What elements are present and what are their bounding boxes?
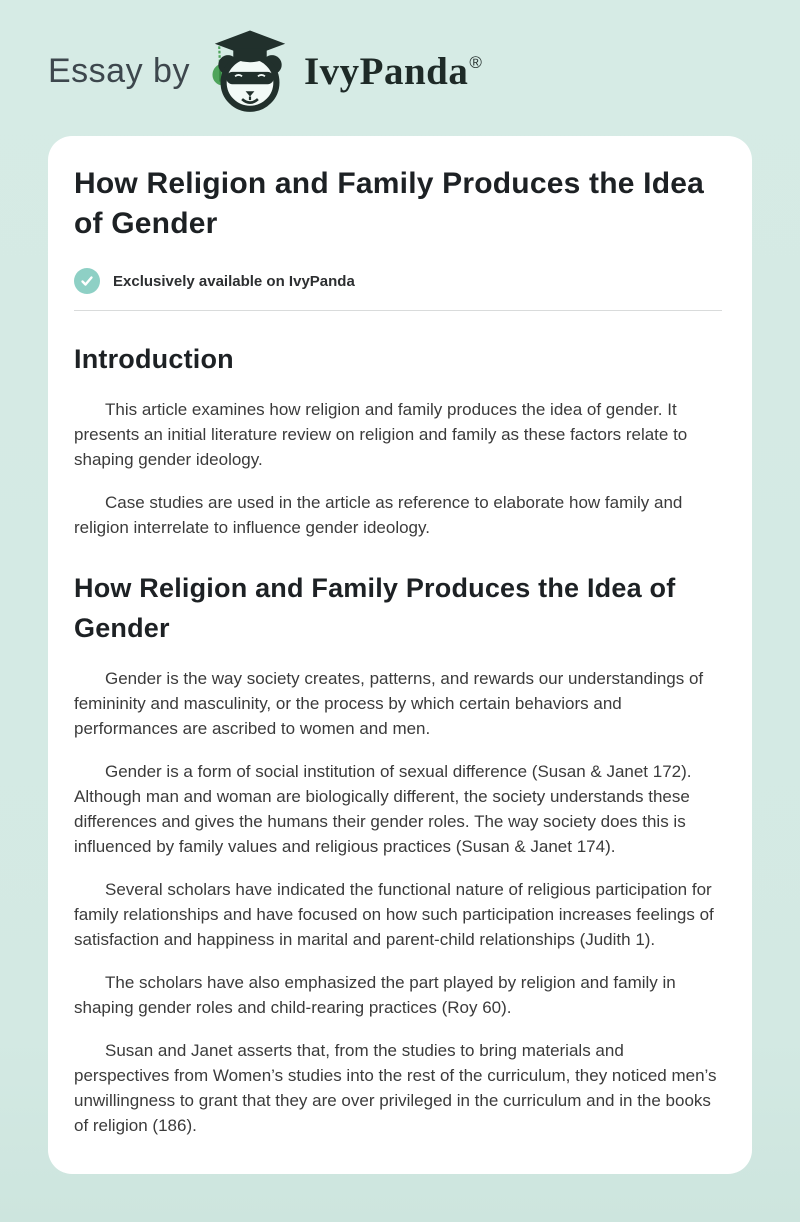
section-heading-main: How Religion and Family Produces the Idea of Gender (74, 573, 676, 643)
paragraph: Gender is a form of social institution of sexual difference (Susan & Janet 172). Although man and woman are biologically different, the society understands these differences and gives the humans their gender roles. The way society does this is influenced by family values and religious practices (Susan & Janet 174). (74, 762, 692, 856)
section-heading-introduction: Introduction (74, 344, 234, 374)
page-header (48, 0, 752, 136)
paragraph: Several scholars have indicated the functional nature of religious participation for family relationships and have focused on how such participation increases feelings of satisfaction and happiness in marital and parent-child relationships (Judith 1). (74, 880, 714, 949)
brand-text: IvyPanda (303, 49, 469, 93)
paragraph: Case studies are used in the article as reference to elaborate how family and religion interrelate to influence gender ideology. (74, 493, 683, 537)
paragraph: Susan and Janet asserts that, from the studies to bring materials and perspectives from Women’s studies into the rest of the curriculum, they noticed men’s unwillingness to grant that they are over privileged in the curriculum and in the books of religion (186). (74, 1041, 717, 1135)
ivypanda-logo (206, 27, 294, 115)
brand-name (304, 49, 482, 94)
check-icon (74, 268, 100, 294)
divider (74, 310, 722, 311)
essay-card (48, 136, 752, 1174)
availability-badge-label: Exclusively available on IvyPanda (113, 272, 355, 290)
panda-graduate-icon (206, 27, 294, 115)
header-prefix: Essay by (48, 51, 190, 90)
paragraph: The scholars have also emphasized the part played by religion and family in shaping gender roles and child-rearing practices (Roy 60). (74, 973, 676, 1017)
registered-mark: ® (469, 52, 483, 72)
availability-badge (74, 268, 722, 294)
paragraph: This article examines how religion and family produces the idea of gender. It presents an initial literature review on religion and family as these factors relate to shaping gender ideology. (74, 400, 688, 469)
paragraph: Gender is the way society creates, patterns, and rewards our understandings of femininity and masculinity, or the process by which certain behaviors and performances are ascribed to women and men. (74, 669, 704, 738)
essay-title: How Religion and Family Produces the Idea of Gender (74, 167, 704, 240)
